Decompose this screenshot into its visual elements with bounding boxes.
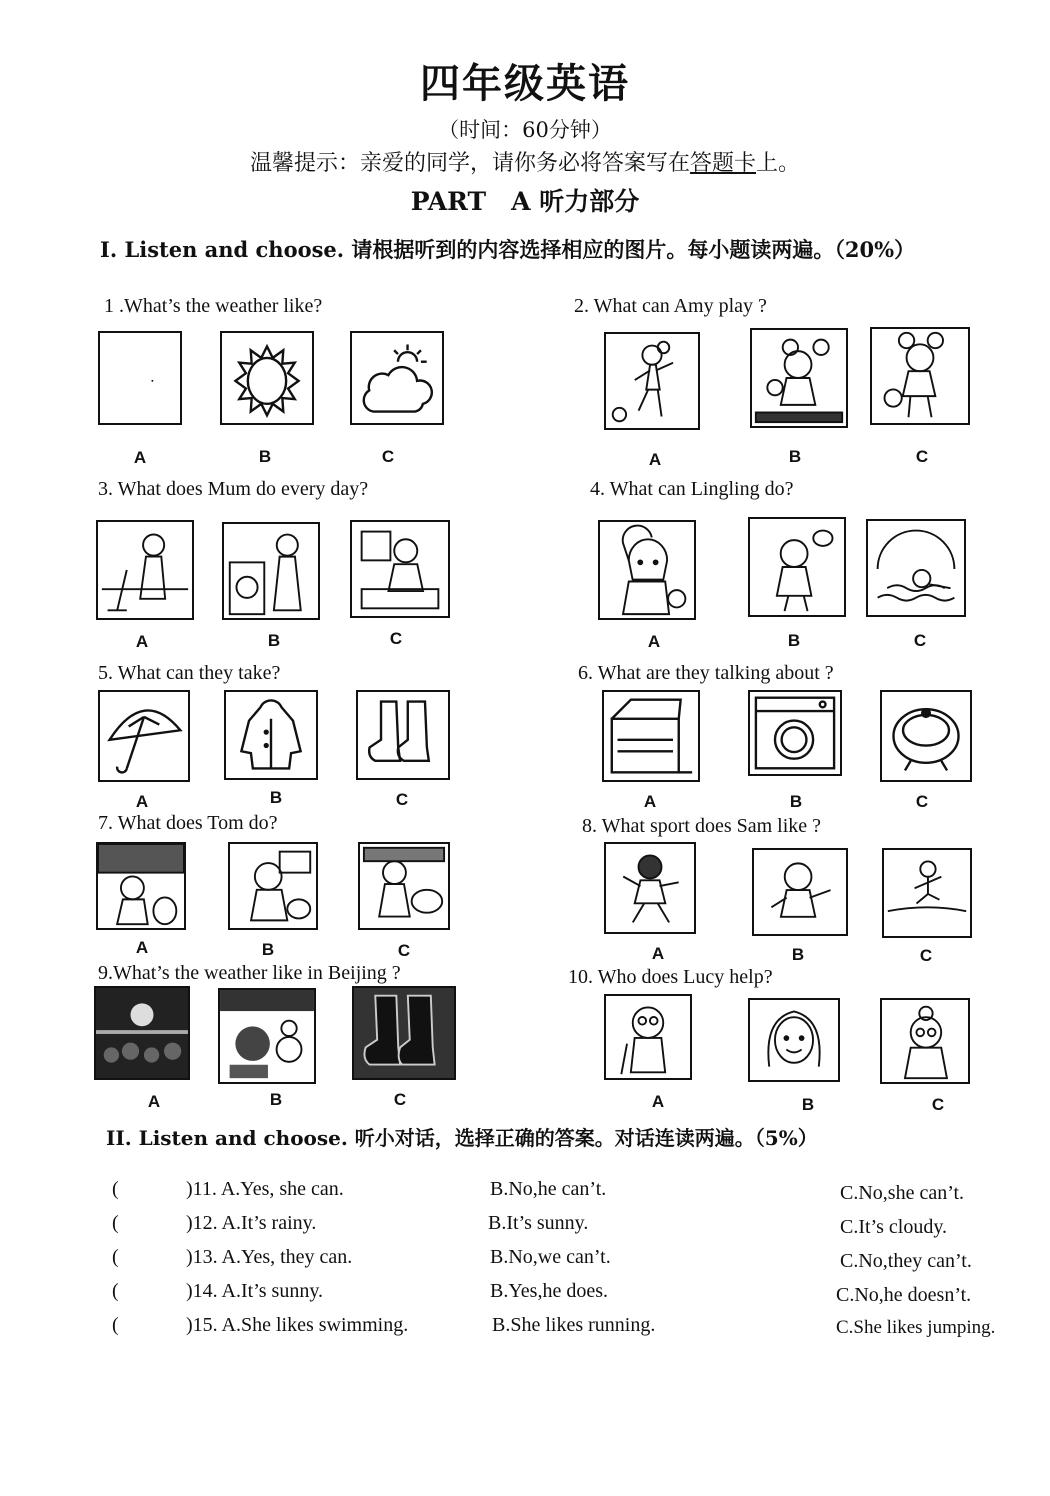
mum-washing-dishes-icon[interactable] — [350, 520, 450, 618]
boots-icon[interactable] — [352, 986, 456, 1080]
sunny-flowers-icon[interactable] — [94, 986, 190, 1080]
option-label: C — [915, 792, 929, 811]
option-label: B — [269, 788, 283, 807]
answer-bracket[interactable]: ( — [112, 1246, 119, 1268]
option-label: A — [147, 1092, 161, 1111]
option-label: B — [787, 631, 801, 650]
girl-basketball-icon[interactable] — [598, 520, 696, 620]
option-label: A — [651, 944, 665, 963]
mum-sweeping-icon[interactable] — [96, 520, 194, 620]
option-label: B — [801, 1095, 815, 1114]
option-label: B — [788, 447, 802, 466]
option-label: B — [267, 631, 281, 650]
option-label: C — [397, 941, 411, 960]
answer-bracket[interactable]: ( — [112, 1212, 119, 1234]
option-label: A — [133, 448, 147, 467]
question-6: 6. What are they talking about ? — [578, 662, 834, 684]
option-label: A — [648, 450, 662, 469]
item-14-option-a: )14. A.It’s sunny. — [186, 1280, 324, 1302]
question-2: 2. What can Amy play ? — [574, 295, 767, 317]
option-label: C — [919, 946, 933, 965]
girl-ping-pong-icon[interactable] — [750, 328, 848, 428]
option-label: B — [258, 447, 272, 466]
snowman-icon[interactable] — [218, 988, 316, 1084]
item-11-option-c: C.No,she can’t. — [840, 1182, 965, 1204]
item-11-option-a: )11. A.Yes, she can. — [186, 1178, 344, 1200]
question-4: 4. What can Lingling do? — [590, 478, 794, 500]
item-14-option-b: B.Yes,he does. — [490, 1280, 608, 1302]
item-12-option-a: )12. A.It’s rainy. — [186, 1212, 317, 1234]
item-12-option-b: B.It’s sunny. — [488, 1212, 589, 1234]
tip-prefix: 温馨提示：亲爱的同学，请你务必将答案写在 — [249, 151, 690, 176]
question-1: 1 .What’s the weather like? — [104, 295, 323, 317]
option-label: C — [931, 1095, 945, 1114]
boy-running-icon[interactable] — [752, 848, 848, 936]
question-10: 10. Who does Lucy help? — [568, 966, 773, 988]
page-title: 四年级英语 — [420, 60, 630, 107]
grandpa-icon[interactable] — [604, 994, 692, 1080]
answer-bracket[interactable]: ( — [112, 1280, 119, 1302]
option-label: B — [261, 940, 275, 959]
item-13-option-c: C.No,they can’t. — [840, 1250, 972, 1272]
item-13-option-b: B.No,we can’t. — [490, 1246, 611, 1268]
blank-box-icon[interactable] — [98, 331, 182, 425]
boy-picking-fruit-icon[interactable] — [96, 842, 186, 930]
option-label: B — [791, 945, 805, 964]
option-label: C — [913, 631, 927, 650]
option-label: A — [647, 632, 661, 651]
item-15-option-c: C.She likes jumping. — [836, 1317, 996, 1338]
boy-skating-icon[interactable] — [604, 842, 696, 934]
option-label: A — [135, 938, 149, 957]
option-label: A — [135, 632, 149, 651]
cloud-sun-icon[interactable] — [350, 331, 444, 425]
boy-feeding-pig-icon[interactable] — [358, 842, 450, 930]
option-label: B — [269, 1090, 283, 1109]
question-5: 5. What can they take? — [98, 662, 281, 684]
item-15-option-a: )15. A.She likes swimming. — [186, 1314, 409, 1336]
robot-vacuum-icon[interactable] — [880, 690, 972, 782]
section1-heading: I. Listen and choose. 请根据听到的内容选择相应的图片。每小题读两遍。（20%） — [100, 237, 916, 262]
answer-bracket[interactable]: ( — [112, 1314, 119, 1336]
question-8: 8. What sport does Sam like ? — [582, 815, 822, 837]
option-label: C — [395, 790, 409, 809]
boy-feeding-animals-icon[interactable] — [228, 842, 318, 930]
part-heading: PART A 听力部分 — [410, 187, 640, 216]
dishwasher-icon[interactable] — [602, 690, 700, 782]
boy-jumping-icon[interactable] — [882, 848, 972, 938]
item-11-option-b: B.No,he can’t. — [490, 1178, 607, 1200]
option-label: A — [651, 1092, 665, 1111]
section2-heading: II. Listen and choose. 听小对话，选择正确的答案。对话连读两遍。（5%） — [106, 1126, 818, 1150]
exam-time: （时间：60分钟） — [438, 118, 612, 142]
question-9: 9.What’s the weather like in Beijing ? — [98, 962, 401, 984]
option-label: C — [389, 629, 403, 648]
sun-icon[interactable] — [220, 331, 314, 425]
girl-face-icon[interactable] — [748, 998, 840, 1082]
girl-basketball-icon[interactable] — [870, 327, 970, 425]
girl-swimming-icon[interactable] — [866, 519, 966, 617]
answer-bracket[interactable]: ( — [112, 1178, 119, 1200]
tip-underlined: 答题卡 — [689, 151, 756, 176]
washing-machine-icon[interactable] — [748, 690, 842, 776]
question-7: 7. What does Tom do? — [98, 812, 278, 834]
girl-ping-pong-icon[interactable] — [748, 517, 846, 617]
exam-tip — [0, 146, 1050, 177]
item-14-option-c: C.No,he doesn’t. — [836, 1284, 972, 1306]
item-13-option-a: )13. A.Yes, they can. — [186, 1246, 353, 1268]
tip-suffix: 上。 — [756, 151, 801, 176]
option-label: C — [393, 1090, 407, 1109]
mum-washing-clothes-icon[interactable] — [222, 522, 320, 620]
option-label: A — [643, 792, 657, 811]
option-label: A — [135, 792, 149, 811]
option-label: B — [789, 792, 803, 811]
rain-boots-icon[interactable] — [356, 690, 450, 780]
item-12-option-c: C.It’s cloudy. — [840, 1216, 948, 1238]
raincoat-icon[interactable] — [224, 690, 318, 780]
option-label: C — [381, 447, 395, 466]
item-15-option-b: B.She likes running. — [492, 1314, 656, 1336]
girl-football-icon[interactable] — [604, 332, 700, 430]
grandma-icon[interactable] — [880, 998, 970, 1084]
question-3: 3. What does Mum do every day? — [98, 478, 369, 500]
option-label: C — [915, 447, 929, 466]
umbrella-icon[interactable] — [98, 690, 190, 782]
